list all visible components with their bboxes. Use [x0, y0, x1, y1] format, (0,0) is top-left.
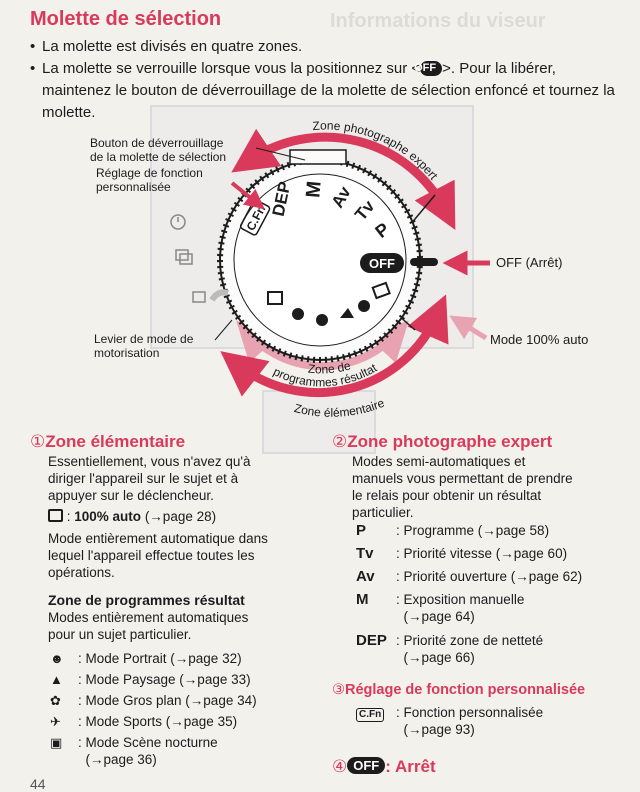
section-custom-title: ③Réglage de fonction personnalisée	[332, 682, 586, 698]
full-auto-icon	[48, 509, 63, 522]
mode-manual: M : Exposition manuelle (→page 64)	[356, 591, 525, 624]
off-section-badge: OFF	[347, 757, 385, 774]
label-full-auto: Mode 100% auto	[490, 332, 589, 347]
dial-mode-dep: DEP	[268, 179, 295, 218]
results-zone-title: Zone de programmes résultat	[48, 592, 245, 608]
landscape-icon: ▲	[50, 672, 63, 687]
sports-icon: ✈	[50, 714, 61, 729]
mode-landscape: ▲ : Mode Paysage (→page 33)	[50, 672, 251, 687]
intro-bullet-2: • La molette se verrouille lorsque vous la positionnez sur <OFF >. Pour la libérer, maintenez le bouton de déverrouillage de la molette de sélection enfoncé et tournez la molette.	[30, 60, 615, 121]
section-expert-title: ②Zone photographe expert	[332, 432, 553, 451]
mode-shutter-priority: Tv : Priorité vitesse (→page 60)	[356, 545, 568, 562]
mode-dep: DEP : Priorité zone de netteté (→page 66)	[356, 632, 544, 665]
label-custom-function: Réglage de fonction personnalisée	[96, 166, 203, 194]
custom-function-line: C.Fn : Fonction personnalisée (→page 93)	[356, 704, 543, 738]
mode-sports: ✈ : Mode Sports (→page 35)	[50, 714, 238, 729]
results-desc: Modes entièrement automatiques pour un sujet particulier.	[48, 610, 249, 642]
label-unlock-button: Bouton de déverrouillage de la molette de sélection	[90, 136, 227, 164]
single-shot-icon	[193, 292, 205, 302]
dial-mode-p: P	[371, 218, 394, 242]
off-badge: OFF	[420, 61, 442, 76]
macro-icon: ✿	[50, 693, 61, 708]
arc-label-results-1: Zone de	[307, 358, 353, 377]
dial-mode-m: M	[302, 180, 326, 199]
expert-intro: Modes semi-automatiques et manuels vous permettant de prendre le relais pour obtenir un résultat particulier.	[352, 454, 573, 520]
svg-text:Zone élémentaire	[293, 396, 387, 420]
arc-label-expert: Zone photographe expert	[311, 118, 441, 183]
night-scene-icon: ▣	[50, 735, 63, 750]
label-off: OFF (Arrêt)	[496, 255, 563, 270]
page-title: Molette de sélection	[30, 8, 222, 30]
mode-program: P : Programme (→page 58)	[356, 522, 550, 539]
background-ghost-text: Informations du viseur	[330, 10, 546, 32]
cfn-icon: C.Fn	[356, 708, 384, 722]
full-auto-line: : 100% auto (→page 28)	[48, 508, 216, 525]
self-timer-icon	[171, 215, 185, 229]
page-number: 44	[30, 776, 46, 792]
continuous-shooting-icon	[176, 250, 192, 264]
section-basic-title: ①Zone élémentaire	[30, 432, 186, 451]
mode-macro: ✿ : Mode Gros plan (→page 34)	[50, 693, 257, 708]
mode-aperture-priority: Av : Priorité ouverture (→page 62)	[356, 568, 583, 585]
dial-mode-av: Av	[327, 183, 355, 212]
label-drive-lever: Levier de mode de motorisation	[94, 332, 194, 360]
basic-intro: Essentiellement, vous n'avez qu'à diriger l'appareil sur le sujet et à appuyer sur le déclencheur.	[48, 454, 251, 503]
full-auto-desc: Mode entièrement automatique dans lequel l'appareil effectue toutes les opérations.	[48, 531, 268, 580]
section-off-title: ④ OFF : Arrêt	[332, 757, 436, 776]
portrait-icon: ☻	[50, 651, 64, 666]
dial-off: OFF	[369, 256, 395, 271]
mode-night-scene: ▣ : Mode Scène nocturne (→page 36)	[50, 735, 218, 767]
arc-label-results-2: programmes résultat	[271, 360, 380, 390]
dial-mode-cfn: C.Fn	[243, 202, 269, 234]
mode-portrait: ☻ : Mode Portrait (→page 32)	[50, 651, 242, 666]
intro-bullet-1: • La molette est divisés en quatre zones.	[30, 38, 303, 55]
arc-label-basic: Zone élémentaire	[292, 395, 387, 420]
dial-mode-tv: Tv	[351, 196, 379, 225]
